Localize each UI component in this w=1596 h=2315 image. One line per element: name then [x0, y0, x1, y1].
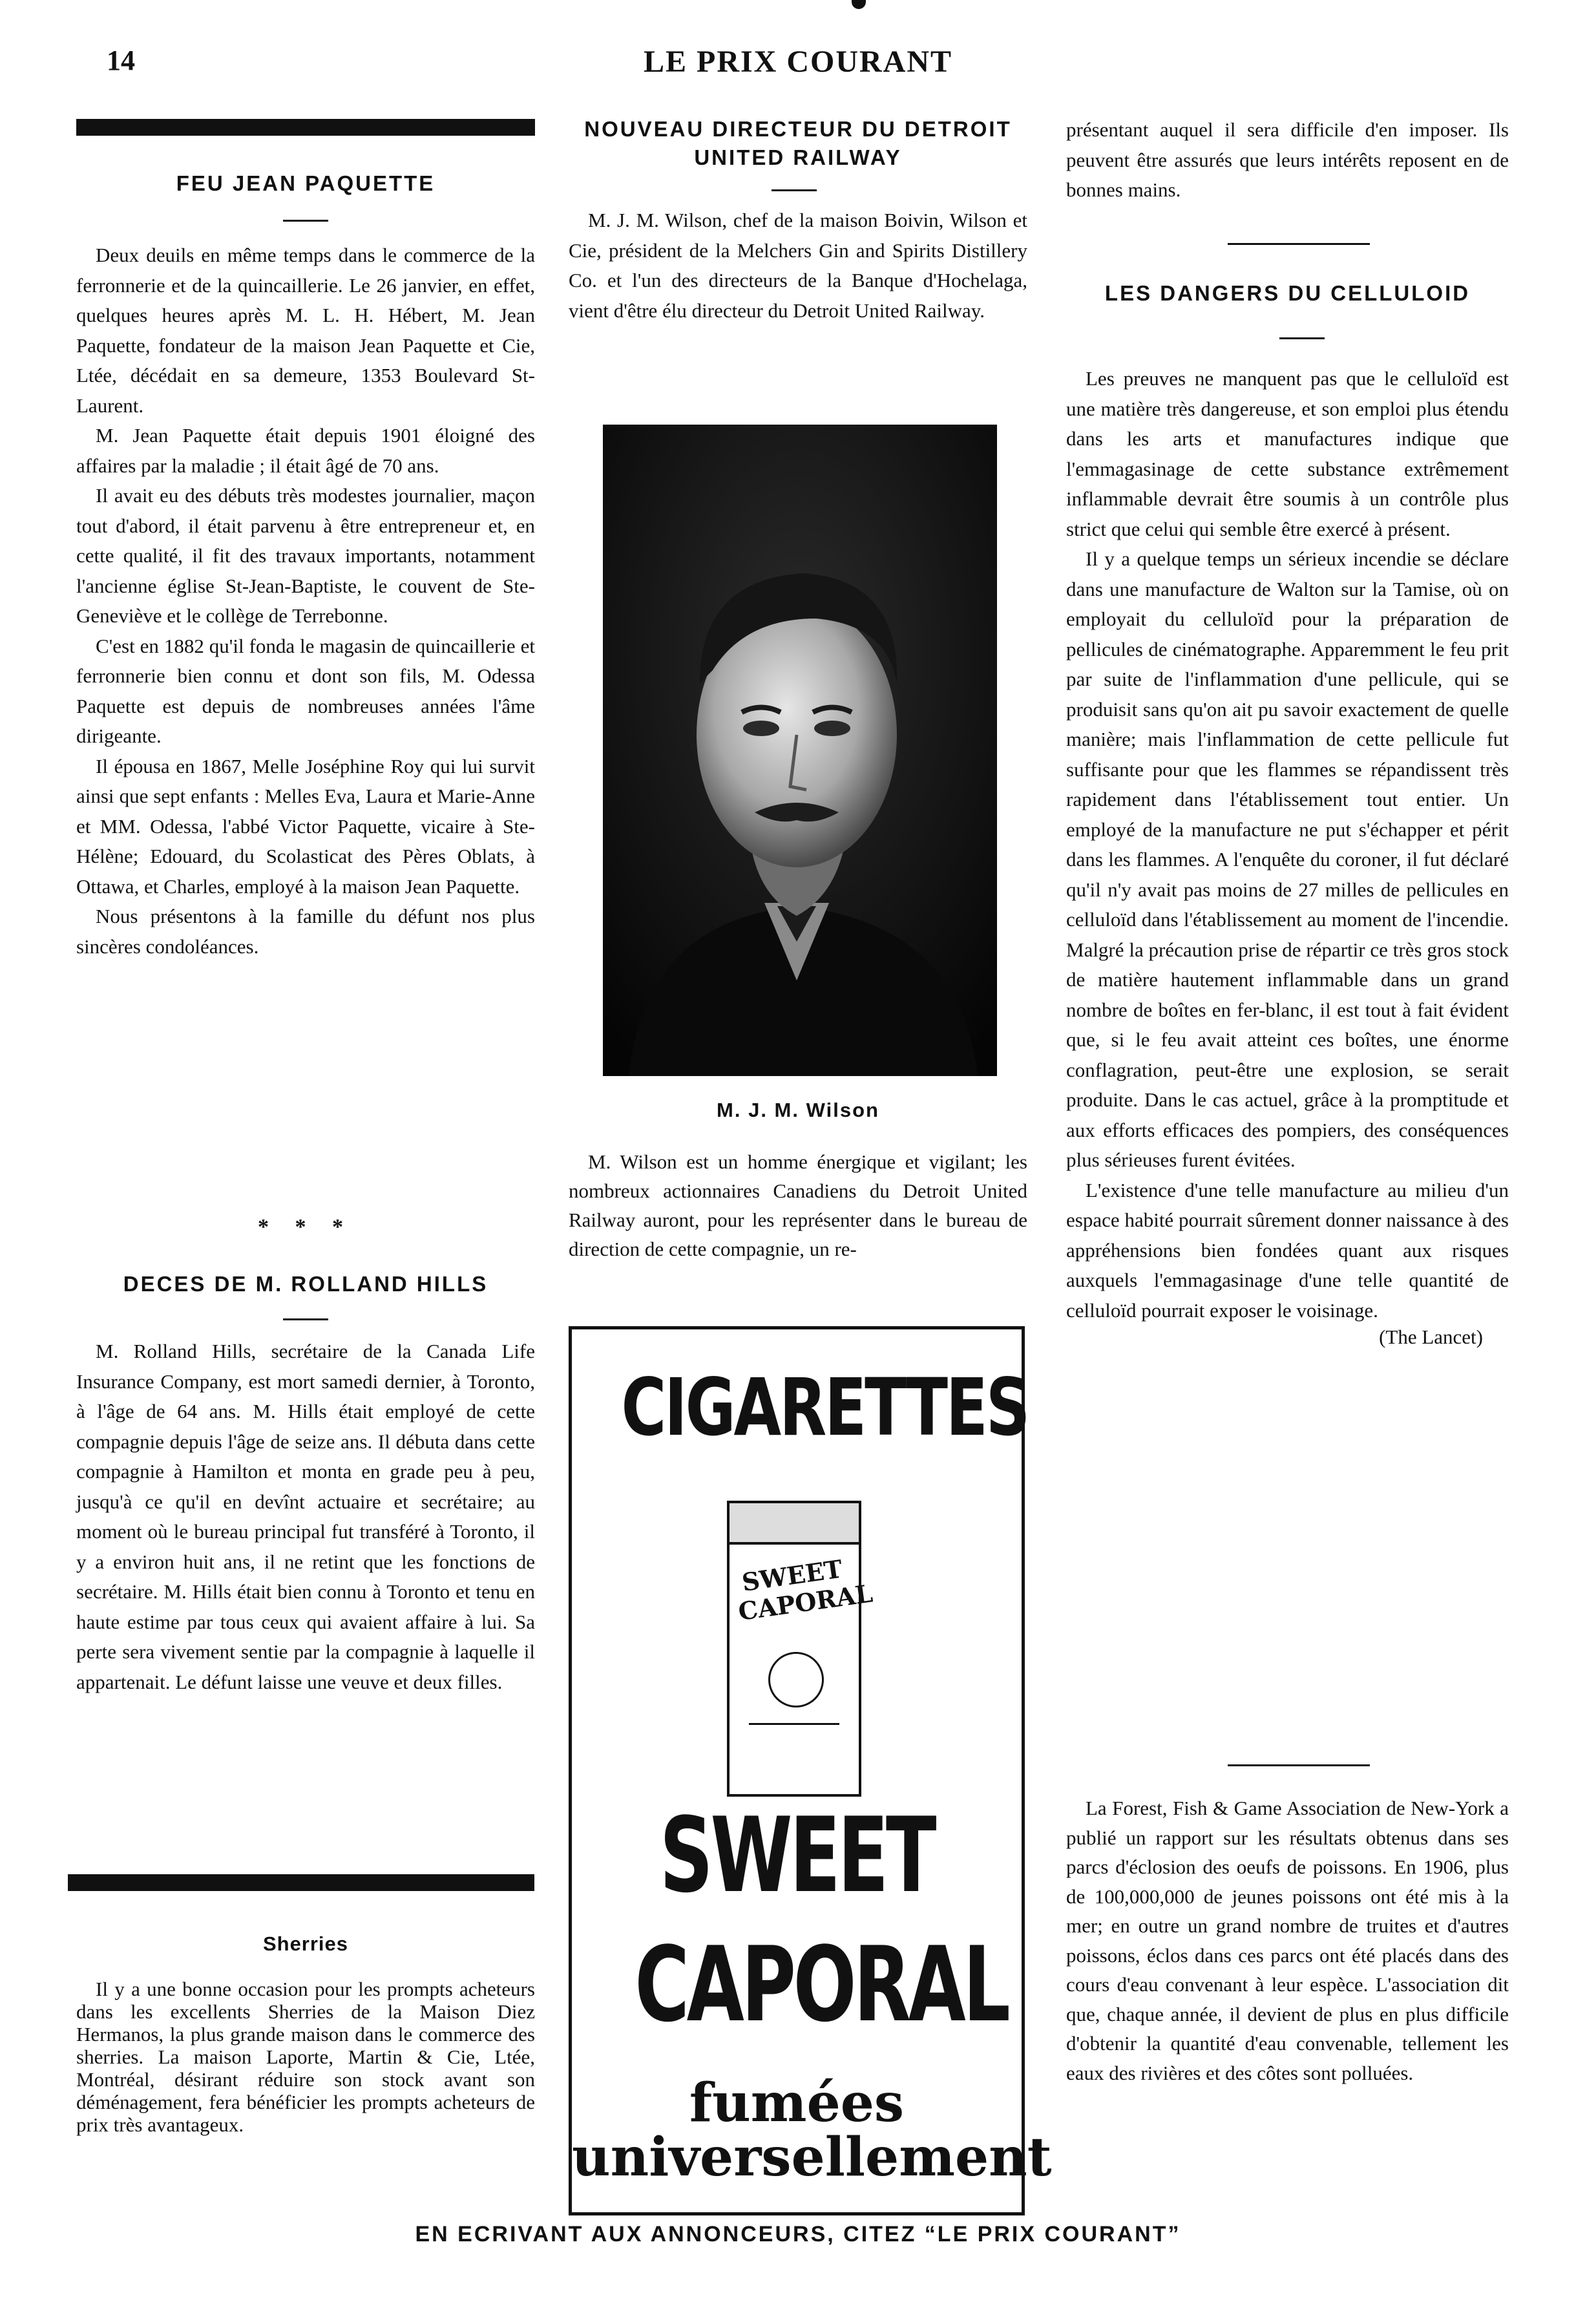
ink-dot: [852, 0, 866, 9]
article-body-feu-jean-paquette: [76, 240, 535, 962]
paragraph: M. J. M. Wilson, chef de la maison Boivin, Wilson et Cie, président de la Melchers Gin and Spirits Distillery Co. et l'un des directeurs de la Banque d'Hochelaga, vient d'être élu directeur du Detroit United Railway.: [569, 209, 1027, 322]
paragraph: C'est en 1882 qu'il fonda le magasin de quincaillerie et ferronnerie bien connu et dont son fils, M. Odessa Paquette est depuis de nombreuses années l'âme dirigeante.: [76, 634, 535, 747]
cigarette-pack-illustration: [727, 1501, 875, 1797]
title-underline: [1279, 337, 1325, 339]
journal-title: LE PRIX COURANT: [643, 45, 953, 79]
column-rule-thick: [68, 1874, 534, 1891]
article-body-dangers-celluloid: [1066, 364, 1509, 1349]
footer-notice: EN ECRIVANT AUX ANNONCEURS, CITEZ “LE PRIX COURANT”: [415, 2222, 1181, 2246]
paragraph: Deux deuils en même temps dans le commerce de la ferronnerie et de la quincaillerie. Le 26 janvier, en effet, quelques heures après M. L. H. Hébert, M. Jean Paquette, fondateur de la maison Jean Paquette et Cie, Ltée, décédait en sa demeure, 1353 Boulevard St-Laurent.: [76, 244, 535, 417]
paragraph: Il y a quelque temps un sérieux incendie se déclare dans une manufacture de Walton sur la Tamise, où on employait du celluloïd pour la préparation de pellicules de cinématographe. Apparemment le feu prit par suite de l'inflammation d'une pellicule, qui se produisit sans qu'on ait pu savoir exactement de quelle manière; mais l'inflammation de cette pellicule fut suffisante pour que les flammes se répandissent très rapidement dans l'établissement tout entier. Un employé de la manufacture ne put s'échapper et périt dans les flammes. A l'enquête du coroner, il fut déclaré qu'il n'y avait pas moins de 27 milles de pellicules en celluloïd dans l'établissement au moment de l'incendie. Malgré la précaution prise de répartir ce très gros stock de matière hautement inflammable dans un grand nombre de boîtes en fer-blanc, il est tout à fait évident que, si le feu avait atteint ces boîtes, une énorme conflagration, peut-être une explosion, se serait produite. Dans le cas actuel, grâce à la promptitude et aux efforts efficaces des pompiers, des conséquences plus sérieuses furent évitées.: [1066, 547, 1509, 1171]
paragraph: M. Jean Paquette était depuis 1901 éloigné des affaires par la maladie ; il était âgé de 70 ans.: [76, 424, 535, 477]
section-separator: * * *: [258, 1215, 353, 1239]
photo-caption: M. J. M. Wilson: [717, 1099, 879, 1121]
title-underline: [772, 189, 817, 191]
article-source: (The Lancet): [1379, 1326, 1483, 1348]
ad-tagline-line: fumées: [689, 2072, 905, 2134]
article-title-deces-rolland-hills: DECES DE M. ROLLAND HILLS: [123, 1272, 488, 1296]
paragraph: M. Rolland Hills, secrétaire de la Canada Life Insurance Company, est mort samedi dernier, à Toronto, à l'âge de 64 ans. M. Hills était employé de cette compagnie depuis l'âge de seize ans. Il débuta dans cette compagnie à Hamilton et monta en grade peu à peu, jusqu'à ce qu'il en devînt actuaire et secrétaire; au moment où le bureau principal fut transféré à Toronto, il y a environ huit ans, il ne retint que les fonctions de secrétaire. M. Hills était bien connu à Toronto et tenu en haute estime par tous ceux qui avaient affaire à lui. Sa perte sera vivement sentie par la compagnie à laquelle il appartenait. Le défunt laisse une veuve et deux filles.: [76, 1340, 535, 1693]
article-body-sherries: [76, 1978, 535, 2136]
paragraph: La Forest, Fish & Game Association de New-York a publié un rapport sur les résultats obtenus dans ses parcs d'éclosion des oeufs de poissons. En 1906, plus de 100,000,000 de jeunes poissons ont été mis à la mer; en outre un grand nombre de truites et d'autres poissons, éclos dans ces parcs ont été placés dans des cours d'eau convenant à leur espèce. L'association dit que, chaque année, il devient de plus en plus difficile d'obtenir la quantité d'eau convenable, tellement les eaux des rivières et des côtes sont polluées.: [1066, 1797, 1509, 2084]
section-divider: [1228, 243, 1370, 245]
article-body-wilson: [569, 1147, 1027, 1263]
paragraph: M. Wilson est un homme énergique et vigilant; les nombreux actionnaires Canadiens du Detroit United Railway auront, pour les représenter dans le bureau de direction de cette compagnie, un re-: [569, 1150, 1027, 1260]
ad-tagline: [572, 2072, 1052, 2188]
title-line: NOUVEAU DIRECTEUR DU DETROIT: [584, 117, 1012, 141]
paragraph: présentant auquel il sera difficile d'en imposer. Ils peuvent être assurés que leurs intérêts reposent en de bonnes mains.: [1066, 118, 1509, 201]
paragraph: L'existence d'une telle manufacture au milieu d'un espace habité pourrait sûrement donner naissance à des appréhensions bien fondées quant aux risques auxquels l'emmagasinage d'une telle quantité de celluloïd pourrait exposer le voisinage.: [1066, 1178, 1509, 1322]
page-number: 14: [107, 45, 135, 76]
pack-label: SWEET CAPORAL: [736, 1554, 875, 1627]
article-title-sherries: Sherries: [262, 1932, 349, 1955]
title-line: UNITED RAILWAY: [694, 145, 902, 169]
paragraph: Nous présentons à la famille du défunt nos plus sincères condoléances.: [76, 905, 535, 958]
article-title-feu-jean-paquette: FEU JEAN PAQUETTE: [176, 171, 436, 195]
paragraph: Il épousa en 1867, Melle Joséphine Roy qui lui survit ainsi que sept enfants : Melles Eva, Laura et Marie-Anne et MM. Odessa, l'abbé Victor Paquette, vicaire à Ste-Hélène; Edouard, du Scolasticat des Pères Oblats, à Ottawa, et Charles, employé à la maison Jean Paquette.: [76, 754, 535, 898]
column-rule-thick: [76, 119, 535, 136]
cigarette-advertisement: [569, 1326, 1052, 2215]
ad-title: CIGARETTES: [621, 1362, 1029, 1453]
portrait-photo: [603, 425, 997, 1076]
article-intro-wilson: [569, 206, 1027, 326]
portrait-illustration: [603, 425, 997, 1076]
paragraph: Il y a une bonne occasion pour les prompts acheteurs dans les excellents Sherries de la Maison Diez Hermanos, la plus grande maison dans le commerce des sherries. La maison Laporte, Martin & Cie, Ltée, Montréal, désirant réduire son stock avant son déménagement, fera bénéficier les prompts acheteurs de prix très avantageux.: [76, 1978, 535, 2136]
article-continuation: [1066, 115, 1509, 206]
article-title-nouveau-directeur: [569, 115, 1027, 172]
article-title-dangers-celluloid: LES DANGERS DU CELLULOID: [1104, 281, 1471, 305]
title-underline: [283, 220, 328, 222]
pack-emblem: [768, 1652, 824, 1707]
section-divider: [1228, 1764, 1370, 1766]
ad-tagline-line: universellement: [572, 2126, 1052, 2188]
paragraph: Les preuves ne manquent pas que le celluloïd est une matière très dangereuse, et son emploi plus étendu dans les arts et manufactures indique que l'emmagasinage de cette substance extrêmement inflammable devrait être soumis à un contrôle plus strict que celui qui semble être exercé à présent.: [1066, 367, 1509, 540]
article-body-deces-rolland-hills: [76, 1337, 535, 1697]
article-body-fish-game: [1066, 1793, 1509, 2088]
ad-brand-line: CAPORAL: [635, 1924, 1008, 2045]
title-underline: [283, 1318, 328, 1320]
paragraph: Il avait eu des débuts très modestes journalier, maçon tout d'abord, il était parvenu à être entrepreneur et, en cette qualité, il fit des travaux importants, notamment l'ancienne église St-Jean-Baptiste, le couvent de Ste-Geneviève et le collège de Terrebonne.: [76, 484, 535, 627]
ad-brand-line: SWEET: [659, 1795, 934, 1916]
